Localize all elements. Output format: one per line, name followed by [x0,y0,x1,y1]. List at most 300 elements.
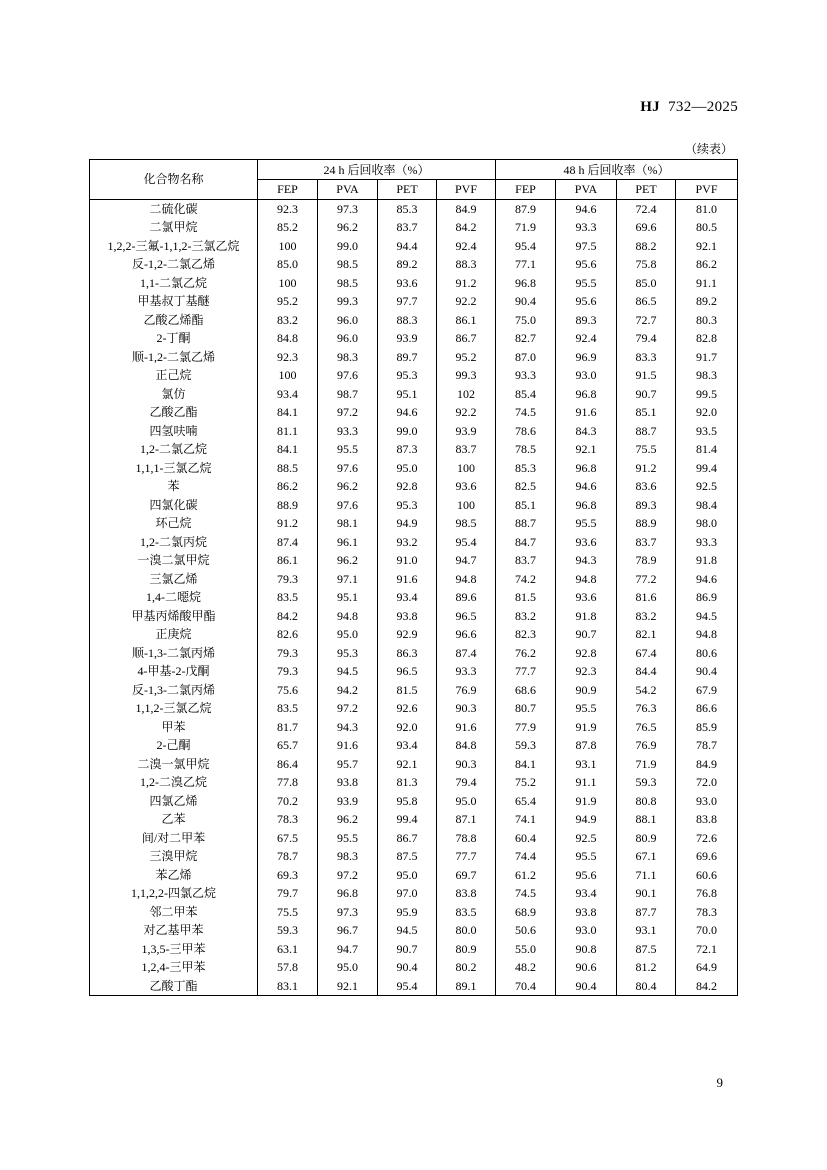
recovery-value-cell: 76.8 [676,884,738,903]
recovery-value-cell: 94.5 [378,921,437,940]
recovery-value-cell: 94.6 [378,403,437,422]
table-row [90,237,738,256]
recovery-value-cell: 86.6 [676,699,738,718]
recovery-value-cell: 89.1 [437,977,496,996]
recovery-value-cell: 94.8 [437,570,496,589]
table-row [90,829,738,848]
recovery-value-cell: 76.3 [617,699,676,718]
recovery-value-cell: 93.8 [556,903,617,922]
recovery-value-cell: 83.2 [496,607,556,626]
table-row [90,662,738,681]
recovery-value-cell: 98.1 [318,514,378,533]
recovery-value-cell: 94.4 [378,237,437,256]
recovery-value-cell: 87.4 [258,533,318,552]
recovery-value-cell: 78.7 [676,736,738,755]
recovery-value-cell: 91.1 [676,274,738,293]
recovery-value-cell: 71.1 [617,866,676,885]
document-code-prefix: HJ [640,99,660,115]
table-row [90,884,738,903]
recovery-value-cell: 83.7 [496,551,556,570]
recovery-value-cell: 85.1 [617,403,676,422]
recovery-value-cell: 81.5 [496,588,556,607]
table-row [90,792,738,811]
recovery-value-cell: 79.4 [617,329,676,348]
recovery-value-cell: 84.3 [556,422,617,441]
recovery-value-cell: 87.5 [378,847,437,866]
recovery-value-cell: 82.8 [676,329,738,348]
recovery-value-cell: 93.0 [676,792,738,811]
recovery-value-cell: 83.6 [617,477,676,496]
recovery-value-cell: 77.7 [496,662,556,681]
recovery-value-cell: 94.8 [318,607,378,626]
recovery-value-cell: 80.4 [617,977,676,996]
recovery-value-cell: 97.1 [318,570,378,589]
recovery-value-cell: 96.2 [318,810,378,829]
recovery-value-cell: 97.2 [318,403,378,422]
recovery-value-cell: 93.3 [556,218,617,237]
subheader-fep-48h: FEP [496,180,556,200]
recovery-value-cell: 81.2 [617,958,676,977]
recovery-value-cell: 78.6 [496,422,556,441]
recovery-value-cell: 95.9 [378,903,437,922]
recovery-value-cell: 96.1 [318,533,378,552]
recovery-value-cell: 90.7 [617,385,676,404]
compound-name-cell: 环己烷 [90,514,258,533]
recovery-value-cell: 93.6 [556,588,617,607]
recovery-value-cell: 97.0 [378,884,437,903]
recovery-value-cell: 90.8 [556,940,617,959]
recovery-value-cell: 98.5 [318,255,378,274]
recovery-value-cell: 93.9 [318,792,378,811]
table-row [90,847,738,866]
recovery-value-cell: 95.3 [318,644,378,663]
recovery-value-cell: 85.1 [496,496,556,515]
recovery-value-cell: 54.2 [617,681,676,700]
recovery-value-cell: 87.4 [437,644,496,663]
recovery-value-cell: 93.8 [378,607,437,626]
recovery-value-cell: 86.4 [258,755,318,774]
recovery-value-cell: 92.1 [676,237,738,256]
recovery-value-cell: 85.3 [496,459,556,478]
recovery-value-cell: 84.7 [496,533,556,552]
recovery-value-cell: 92.6 [378,699,437,718]
recovery-value-cell: 91.6 [556,403,617,422]
recovery-value-cell: 95.6 [556,255,617,274]
recovery-value-cell: 91.8 [556,607,617,626]
recovery-value-cell: 87.8 [556,736,617,755]
recovery-value-cell: 90.7 [556,625,617,644]
table-row [90,422,738,441]
subheader-fep-24h: FEP [258,180,318,200]
recovery-value-cell: 90.3 [437,755,496,774]
recovery-value-cell: 92.0 [378,718,437,737]
compound-name-cell: 四氯乙烯 [90,792,258,811]
recovery-value-cell: 96.2 [318,551,378,570]
recovery-value-cell: 95.5 [556,847,617,866]
recovery-rate-table [89,159,738,996]
recovery-value-cell: 76.2 [496,644,556,663]
compound-name-cell: 4-甲基-2-戊酮 [90,662,258,681]
recovery-value-cell: 96.9 [556,348,617,367]
recovery-value-cell: 78.9 [617,551,676,570]
table-row [90,533,738,552]
compound-name-cell: 1,3,5-三甲苯 [90,940,258,959]
recovery-value-cell: 90.9 [556,681,617,700]
recovery-value-cell: 96.8 [318,884,378,903]
recovery-value-cell: 81.1 [258,422,318,441]
recovery-value-cell: 91.7 [676,348,738,367]
recovery-value-cell: 86.9 [676,588,738,607]
table-row [90,681,738,700]
table-row [90,755,738,774]
table-row [90,496,738,515]
compound-name-cell: 四氢呋喃 [90,422,258,441]
recovery-value-cell: 78.3 [676,903,738,922]
recovery-value-cell: 95.1 [378,385,437,404]
recovery-value-cell: 92.8 [378,477,437,496]
recovery-value-cell: 93.6 [437,477,496,496]
recovery-value-cell: 87.9 [496,199,556,218]
recovery-value-cell: 99.4 [378,810,437,829]
compound-name-cell: 间/对二甲苯 [90,829,258,848]
recovery-value-cell: 95.4 [378,977,437,996]
recovery-value-cell: 84.2 [437,218,496,237]
recovery-value-cell: 85.4 [496,385,556,404]
recovery-value-cell: 77.8 [258,773,318,792]
recovery-value-cell: 96.8 [556,459,617,478]
recovery-value-cell: 96.8 [496,274,556,293]
recovery-value-cell: 71.9 [617,755,676,774]
recovery-value-cell: 86.5 [617,292,676,311]
recovery-value-cell: 95.0 [318,958,378,977]
recovery-value-cell: 94.3 [556,551,617,570]
recovery-value-cell: 94.8 [556,570,617,589]
recovery-value-cell: 91.2 [258,514,318,533]
compound-name-cell: 二溴一氯甲烷 [90,755,258,774]
recovery-value-cell: 83.3 [617,348,676,367]
recovery-value-cell: 89.7 [378,348,437,367]
table-row [90,459,738,478]
recovery-value-cell: 78.8 [437,829,496,848]
recovery-value-cell: 96.7 [318,921,378,940]
recovery-value-cell: 81.0 [676,199,738,218]
continued-note: （续表） [684,142,733,156]
recovery-value-cell: 92.3 [258,348,318,367]
recovery-value-cell: 97.5 [556,237,617,256]
recovery-value-cell: 98.5 [318,274,378,293]
recovery-value-cell: 86.1 [437,311,496,330]
recovery-value-cell: 93.1 [556,755,617,774]
recovery-value-cell: 72.1 [676,940,738,959]
recovery-value-cell: 84.8 [258,329,318,348]
recovery-value-cell: 90.4 [496,292,556,311]
compound-name-cell: 1,4-二噁烷 [90,588,258,607]
recovery-value-cell: 64.9 [676,958,738,977]
table-row [90,736,738,755]
compound-name-cell: 顺-1,2-二氯乙烯 [90,348,258,367]
recovery-value-cell: 98.7 [318,385,378,404]
compound-name-cell: 甲苯 [90,718,258,737]
recovery-value-cell: 96.0 [318,311,378,330]
recovery-value-cell: 88.9 [617,514,676,533]
recovery-value-cell: 76.9 [437,681,496,700]
recovery-value-cell: 97.6 [318,366,378,385]
recovery-value-cell: 85.0 [258,255,318,274]
compound-name-cell: 2-己酮 [90,736,258,755]
recovery-value-cell: 82.1 [617,625,676,644]
recovery-value-cell: 93.9 [437,422,496,441]
recovery-value-cell: 78.7 [258,847,318,866]
compound-name-cell: 对乙基甲苯 [90,921,258,940]
recovery-value-cell: 84.2 [676,977,738,996]
recovery-value-cell: 83.8 [437,884,496,903]
header-row-groups [90,160,738,180]
table-row [90,199,738,218]
recovery-value-cell: 81.7 [258,718,318,737]
recovery-value-cell: 86.7 [378,829,437,848]
recovery-value-cell: 84.2 [258,607,318,626]
recovery-value-cell: 86.2 [258,477,318,496]
recovery-value-cell: 100 [437,496,496,515]
recovery-value-cell: 94.7 [437,551,496,570]
recovery-value-cell: 86.2 [676,255,738,274]
table-row [90,311,738,330]
recovery-value-cell: 50.6 [496,921,556,940]
compound-name-cell: 三溴甲烷 [90,847,258,866]
table-row [90,255,738,274]
recovery-value-cell: 81.6 [617,588,676,607]
compound-name-cell: 苯乙烯 [90,866,258,885]
table-row [90,607,738,626]
recovery-value-cell: 74.1 [496,810,556,829]
table-row [90,274,738,293]
recovery-value-cell: 69.6 [617,218,676,237]
recovery-value-cell: 79.7 [258,884,318,903]
table-row [90,810,738,829]
recovery-value-cell: 69.3 [258,866,318,885]
recovery-value-cell: 89.3 [556,311,617,330]
recovery-value-cell: 78.3 [258,810,318,829]
recovery-value-cell: 90.3 [437,699,496,718]
recovery-value-cell: 93.3 [676,533,738,552]
recovery-value-cell: 85.0 [617,274,676,293]
recovery-value-cell: 83.7 [437,440,496,459]
recovery-value-cell: 80.3 [676,311,738,330]
subheader-pvf-24h: PVF [437,180,496,200]
compound-name-cell: 二硫化碳 [90,199,258,218]
recovery-value-cell: 85.3 [378,199,437,218]
recovery-value-cell: 87.1 [437,810,496,829]
recovery-value-cell: 88.3 [378,311,437,330]
recovery-value-cell: 98.5 [437,514,496,533]
recovery-value-cell: 96.5 [437,607,496,626]
table-row [90,644,738,663]
recovery-value-cell: 95.2 [437,348,496,367]
recovery-value-cell: 93.6 [556,533,617,552]
recovery-value-cell: 79.3 [258,662,318,681]
recovery-value-cell: 90.7 [378,940,437,959]
recovery-value-cell: 92.4 [437,237,496,256]
recovery-value-cell: 85.2 [258,218,318,237]
compound-name-cell: 1,2,4-三甲苯 [90,958,258,977]
recovery-value-cell: 94.6 [556,199,617,218]
recovery-value-cell: 95.5 [556,274,617,293]
recovery-value-cell: 95.4 [437,533,496,552]
recovery-value-cell: 76.9 [617,736,676,755]
recovery-value-cell: 74.5 [496,884,556,903]
recovery-value-cell: 92.3 [258,199,318,218]
document-code [640,99,738,116]
recovery-value-cell: 96.5 [378,662,437,681]
table-row [90,348,738,367]
recovery-value-cell: 80.9 [617,829,676,848]
recovery-value-cell: 94.6 [676,570,738,589]
recovery-value-cell: 91.5 [617,366,676,385]
recovery-value-cell: 92.0 [676,403,738,422]
recovery-value-cell: 65.7 [258,736,318,755]
table-row [90,699,738,718]
recovery-value-cell: 86.7 [437,329,496,348]
recovery-value-cell: 92.5 [556,829,617,848]
recovery-value-cell: 98.3 [676,366,738,385]
recovery-value-cell: 77.9 [496,718,556,737]
table-row [90,866,738,885]
recovery-value-cell: 84.9 [437,199,496,218]
recovery-value-cell: 99.0 [318,237,378,256]
group-header-48h: 48 h 后回收率（%） [496,160,738,180]
recovery-value-cell: 80.9 [437,940,496,959]
recovery-value-cell: 82.6 [258,625,318,644]
recovery-value-cell: 91.0 [378,551,437,570]
recovery-value-cell: 93.4 [556,884,617,903]
table-row [90,514,738,533]
compound-name-cell: 氯仿 [90,385,258,404]
recovery-value-cell: 83.2 [617,607,676,626]
recovery-value-cell: 100 [437,459,496,478]
subheader-pet-48h: PET [617,180,676,200]
recovery-value-cell: 93.5 [676,422,738,441]
compound-name-cell: 1,2,2-三氟-1,1,2-三氯乙烷 [90,237,258,256]
recovery-value-cell: 88.9 [258,496,318,515]
recovery-value-cell: 83.1 [258,977,318,996]
recovery-value-cell: 90.6 [556,958,617,977]
recovery-value-cell: 94.7 [318,940,378,959]
compound-name-cell: 1,1,1-三氯乙烷 [90,459,258,478]
recovery-value-cell: 87.5 [617,940,676,959]
table-row [90,366,738,385]
recovery-value-cell: 90.4 [676,662,738,681]
recovery-value-cell: 69.7 [437,866,496,885]
recovery-value-cell: 75.6 [258,681,318,700]
recovery-value-cell: 67.9 [676,681,738,700]
recovery-value-cell: 60.6 [676,866,738,885]
recovery-value-cell: 95.7 [318,755,378,774]
recovery-value-cell: 91.6 [318,736,378,755]
recovery-value-cell: 94.2 [318,681,378,700]
recovery-value-cell: 80.0 [437,921,496,940]
recovery-value-cell: 96.2 [318,477,378,496]
recovery-value-cell: 97.7 [378,292,437,311]
recovery-value-cell: 88.2 [617,237,676,256]
recovery-value-cell: 88.7 [496,514,556,533]
recovery-value-cell: 95.0 [437,792,496,811]
table-row [90,477,738,496]
recovery-value-cell: 96.8 [556,385,617,404]
recovery-value-cell: 77.1 [496,255,556,274]
recovery-value-cell: 87.0 [496,348,556,367]
table-row [90,625,738,644]
recovery-value-cell: 93.0 [556,366,617,385]
recovery-value-cell: 92.9 [378,625,437,644]
recovery-value-cell: 74.5 [496,403,556,422]
compound-name-cell: 乙苯 [90,810,258,829]
compound-name-cell: 乙酸乙酯 [90,403,258,422]
recovery-value-cell: 84.1 [496,755,556,774]
recovery-value-cell: 79.4 [437,773,496,792]
recovery-value-cell: 89.3 [617,496,676,515]
recovery-value-cell: 97.2 [318,699,378,718]
recovery-value-cell: 90.4 [378,958,437,977]
recovery-value-cell: 68.6 [496,681,556,700]
recovery-value-cell: 86.3 [378,644,437,663]
subheader-pet-24h: PET [378,180,437,200]
recovery-value-cell: 99.3 [318,292,378,311]
recovery-value-cell: 81.5 [378,681,437,700]
recovery-value-cell: 75.5 [258,903,318,922]
recovery-value-cell: 91.6 [437,718,496,737]
compound-name-cell: 一溴二氯甲烷 [90,551,258,570]
recovery-value-cell: 93.1 [617,921,676,940]
recovery-value-cell: 89.6 [437,588,496,607]
recovery-value-cell: 86.1 [258,551,318,570]
recovery-value-cell: 75.5 [617,440,676,459]
recovery-value-cell: 96.2 [318,218,378,237]
recovery-value-cell: 91.8 [676,551,738,570]
recovery-value-cell: 95.8 [378,792,437,811]
recovery-value-cell: 94.6 [556,477,617,496]
recovery-value-cell: 60.4 [496,829,556,848]
compound-name-cell: 正己烷 [90,366,258,385]
recovery-value-cell: 74.2 [496,570,556,589]
recovery-value-cell: 91.9 [556,718,617,737]
recovery-value-cell: 99.0 [378,422,437,441]
recovery-value-cell: 83.2 [258,311,318,330]
recovery-value-cell: 94.9 [378,514,437,533]
page-number: 9 [716,1075,723,1090]
table-row [90,958,738,977]
recovery-value-cell: 48.2 [496,958,556,977]
recovery-value-cell: 63.1 [258,940,318,959]
recovery-value-cell: 92.1 [556,440,617,459]
recovery-value-cell: 96.6 [437,625,496,644]
recovery-value-cell: 75.0 [496,311,556,330]
subheader-pva-48h: PVA [556,180,617,200]
recovery-value-cell: 92.8 [556,644,617,663]
recovery-value-cell: 94.5 [318,662,378,681]
recovery-value-cell: 82.7 [496,329,556,348]
recovery-value-cell: 91.2 [437,274,496,293]
recovery-value-cell: 91.2 [617,459,676,478]
recovery-value-cell: 80.5 [676,218,738,237]
compound-name-cell: 1,2-二氯丙烷 [90,533,258,552]
recovery-value-cell: 93.4 [378,736,437,755]
recovery-value-cell: 59.3 [496,736,556,755]
compound-name-cell: 2-丁酮 [90,329,258,348]
recovery-value-cell: 93.3 [318,422,378,441]
recovery-value-cell: 100 [258,274,318,293]
recovery-value-cell: 97.3 [318,199,378,218]
recovery-value-cell: 79.3 [258,570,318,589]
